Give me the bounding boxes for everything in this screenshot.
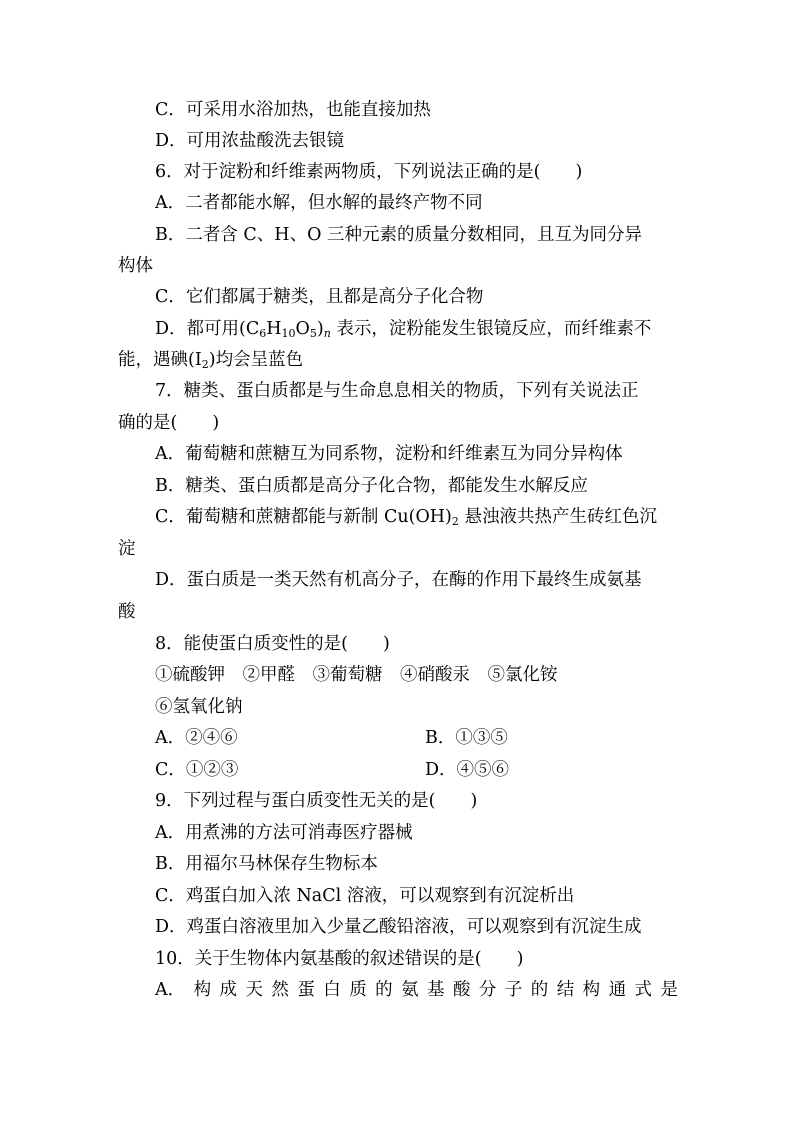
- q8-option-d: D．④⑤⑥: [425, 760, 510, 780]
- q7-option-d-line1: D．蛋白质是一类天然有机高分子，在酶的作用下最终生成氨基: [155, 570, 642, 590]
- q7-option-b: B．糖类、蛋白质都是高分子化合物，都能发生水解反应: [155, 476, 588, 496]
- q6-option-b-line2: 构体: [118, 256, 153, 276]
- q6d2-text-post: )均会呈蓝色: [208, 350, 304, 370]
- q7-option-a: A．葡萄糖和蔗糖互为同系物，淀粉和纤维素互为同分异构体: [155, 444, 623, 464]
- q10a-char: 酸: [452, 980, 471, 1000]
- q8-list-line1: ①硫酸钾 ②甲醛 ③葡萄糖 ④硝酸汞 ⑤氯化铵: [155, 665, 558, 685]
- q6d-sub-5: 5: [309, 327, 317, 340]
- q10-stem: 10．关于生物体内氨基酸的叙述错误的是( ): [155, 949, 524, 969]
- q8-list-line2: ⑥氢氧化钠: [155, 697, 243, 717]
- q10a-char: 的: [375, 980, 393, 1000]
- q5-option-d: D．可用浓盐酸洗去银镜: [155, 131, 345, 151]
- q9-option-c: C．鸡蛋白加入浓 NaCl 溶液，可以观察到有沉淀析出: [155, 886, 575, 906]
- q6-stem: 6．对于淀粉和纤维素两物质，下列说法正确的是( ): [155, 162, 583, 182]
- q6d2-sub-2: 2: [201, 358, 209, 371]
- q10a-char: 基: [427, 980, 445, 1000]
- q10a-char: 天: [245, 980, 263, 1000]
- q5-option-c: C．可采用水浴加热，也能直接加热: [155, 100, 431, 120]
- q10a-char: 是: [660, 980, 678, 1000]
- q7-option-c-line2: 淀: [118, 539, 136, 559]
- q10a-char: 成: [219, 980, 238, 1000]
- q9-option-a: A．用煮沸的方法可消毒医疗器械: [155, 823, 413, 843]
- q8-stem: 8．能使蛋白质变性的是( ): [155, 634, 390, 654]
- q10a-char: 构: [193, 980, 212, 1000]
- q7-option-c-line1: [155, 506, 657, 528]
- q6d-h: H: [266, 319, 282, 339]
- q10-option-a: [155, 979, 678, 1001]
- q6-option-d-line1: [155, 318, 651, 340]
- q6d-sub-6: 6: [259, 327, 267, 340]
- q6-option-b-line1: B．二者含 C、H、O 三种元素的质量分数相同，且互为同分异: [155, 225, 642, 245]
- q6d-o: O: [295, 319, 310, 339]
- q10a-char: 结: [556, 980, 575, 1000]
- q10a-char: 分: [478, 980, 497, 1000]
- q6d-close-paren: ): [316, 319, 324, 339]
- q8-option-c: C．①②③: [155, 760, 239, 780]
- q6d-text-post: 表示，淀粉能发生银镜反应，而纤维素不: [330, 319, 652, 339]
- q7-option-d-line2: 酸: [118, 602, 136, 622]
- q7c-text-pre: C．葡萄糖和蔗糖都能与新制 Cu(OH): [155, 507, 452, 527]
- q10a-char: 通: [608, 980, 627, 1000]
- q10a-char: 式: [634, 980, 653, 1000]
- q7-stem-line1: 7．糖类、蛋白质都是与生命息息相关的物质，下列有关说法正: [155, 381, 639, 401]
- q10a-char: 氨: [401, 980, 419, 1000]
- q6-option-d-line2: [118, 349, 303, 371]
- q8-option-a: A．②④⑥: [155, 728, 238, 748]
- q9-stem: 9．下列过程与蛋白质变性无关的是( ): [155, 791, 478, 811]
- q10a-char: 子: [504, 980, 523, 1000]
- q6d-sub-10: 10: [281, 327, 296, 340]
- q6d-sub-n: n: [323, 327, 331, 340]
- q10a-char: 质: [349, 980, 367, 1000]
- q10a-char: 蛋: [297, 980, 315, 1000]
- q10a-char: 然: [271, 980, 289, 1000]
- q10a-char: 的: [530, 980, 549, 1000]
- q7-stem-line2: 确的是( ): [118, 413, 220, 433]
- q10a-char: A．: [155, 980, 186, 1000]
- q8-option-b: B．①③⑤: [425, 728, 508, 748]
- q6-option-a: A．二者都能水解，但水解的最终产物不同: [155, 193, 483, 213]
- q9-option-d: D．鸡蛋白溶液里加入少量乙酸铅溶液，可以观察到有沉淀生成: [155, 917, 642, 937]
- q9-option-b: B．用福尔马林保存生物标本: [155, 854, 378, 874]
- q7c-text-post: 悬浊液共热产生砖红色沉: [458, 507, 657, 527]
- q6d2-text-pre: 能，遇碘(I: [118, 350, 202, 370]
- q10a-char: 构: [582, 980, 601, 1000]
- q6-option-c: C．它们都属于糖类，且都是高分子化合物: [155, 287, 484, 307]
- q7c-sub-2: 2: [451, 515, 459, 528]
- q6d-text-pre: D．都可用(C: [155, 319, 260, 339]
- q10a-char: 白: [323, 980, 341, 1000]
